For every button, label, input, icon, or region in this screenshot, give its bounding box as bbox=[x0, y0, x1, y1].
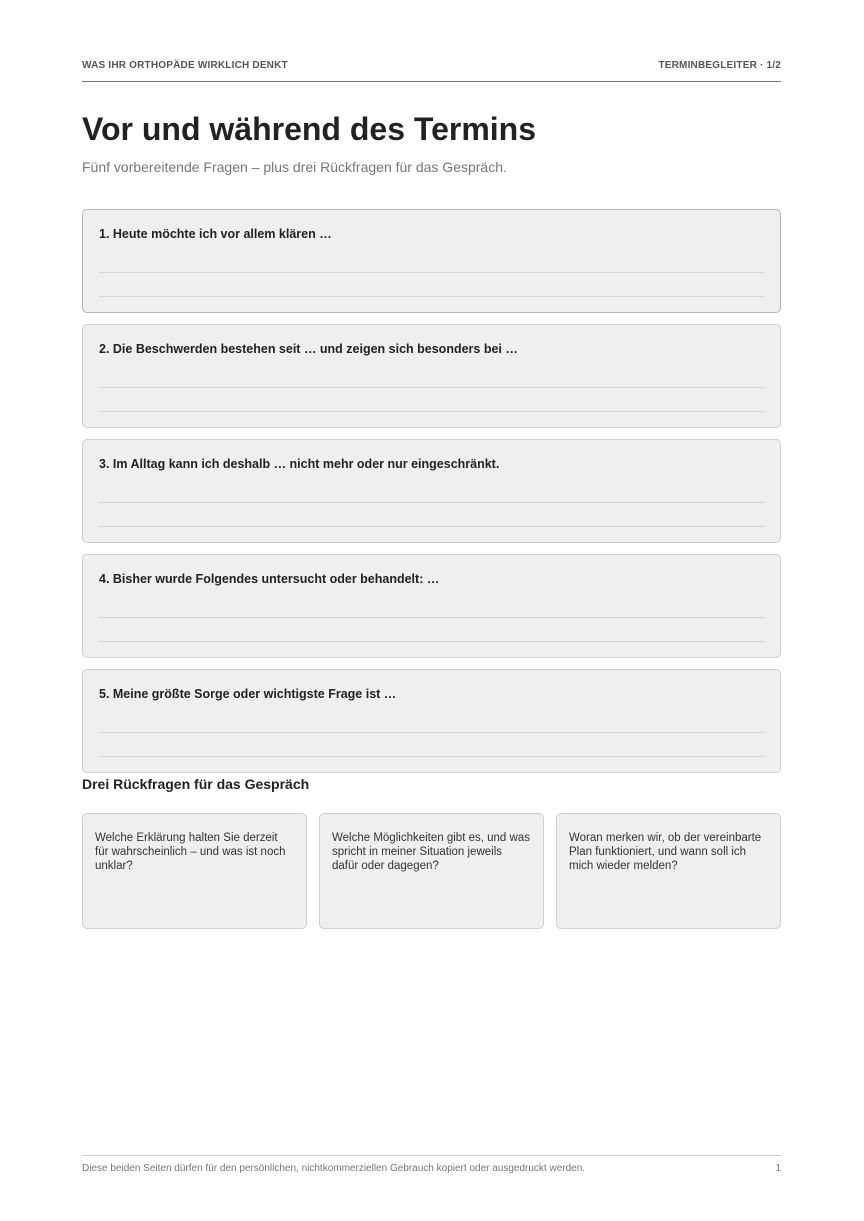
page-footer bbox=[82, 1163, 781, 1174]
followup-card: Welche Möglichkeiten gibt es, und was spricht in meiner Situation jeweils dafür oder dagegen? bbox=[319, 813, 544, 929]
answer-line bbox=[99, 272, 764, 273]
answer-line bbox=[99, 732, 764, 733]
question-text: 3. Im Alltag kann ich deshalb … nicht mehr oder nur eingeschränkt. bbox=[99, 457, 500, 471]
answer-line bbox=[99, 296, 764, 297]
running-header-title: WAS IHR ORTHOPÄDE WIRKLICH DENKT bbox=[82, 60, 288, 71]
page-subtitle: Fünf vorbereitende Fragen – plus drei Rückfragen für das Gespräch. bbox=[82, 159, 507, 175]
page-number: 1 bbox=[775, 1163, 781, 1174]
question-card[interactable] bbox=[82, 439, 781, 543]
followup-list bbox=[82, 813, 781, 929]
question-text: 1. Heute möchte ich vor allem klären … bbox=[99, 227, 332, 241]
question-card[interactable] bbox=[82, 554, 781, 658]
question-card[interactable] bbox=[82, 669, 781, 773]
running-header bbox=[82, 60, 781, 71]
answer-line bbox=[99, 756, 764, 757]
question-text: 2. Die Beschwerden bestehen seit … und zeigen sich besonders bei … bbox=[99, 342, 518, 356]
answer-line bbox=[99, 387, 764, 388]
question-text: 5. Meine größte Sorge oder wichtigste Frage ist … bbox=[99, 687, 397, 701]
header-divider bbox=[82, 81, 781, 82]
question-card[interactable] bbox=[82, 209, 781, 313]
answer-line bbox=[99, 502, 764, 503]
followups-heading: Drei Rückfragen für das Gespräch bbox=[82, 776, 310, 792]
followup-card: Woran merken wir, ob der vereinbarte Plan funktioniert, und wann soll ich mich wieder melden? bbox=[556, 813, 781, 929]
answer-line bbox=[99, 617, 764, 618]
followup-card: Welche Erklärung halten Sie derzeit für wahrscheinlich – und was ist noch unklar? bbox=[82, 813, 307, 929]
answer-line bbox=[99, 641, 764, 642]
answer-line bbox=[99, 411, 764, 412]
question-list bbox=[82, 209, 781, 784]
running-header-page: TERMINBEGLEITER · 1/2 bbox=[658, 60, 781, 71]
footer-divider bbox=[82, 1155, 781, 1156]
page-title: Vor und während des Termins bbox=[82, 111, 536, 147]
footer-note: Diese beiden Seiten dürfen für den persönlichen, nichtkommerziellen Gebrauch kopiert oder ausgedruckt werden. bbox=[82, 1163, 586, 1174]
answer-line bbox=[99, 526, 764, 527]
question-text: 4. Bisher wurde Folgendes untersucht oder behandelt: … bbox=[99, 572, 440, 586]
question-card[interactable] bbox=[82, 324, 781, 428]
